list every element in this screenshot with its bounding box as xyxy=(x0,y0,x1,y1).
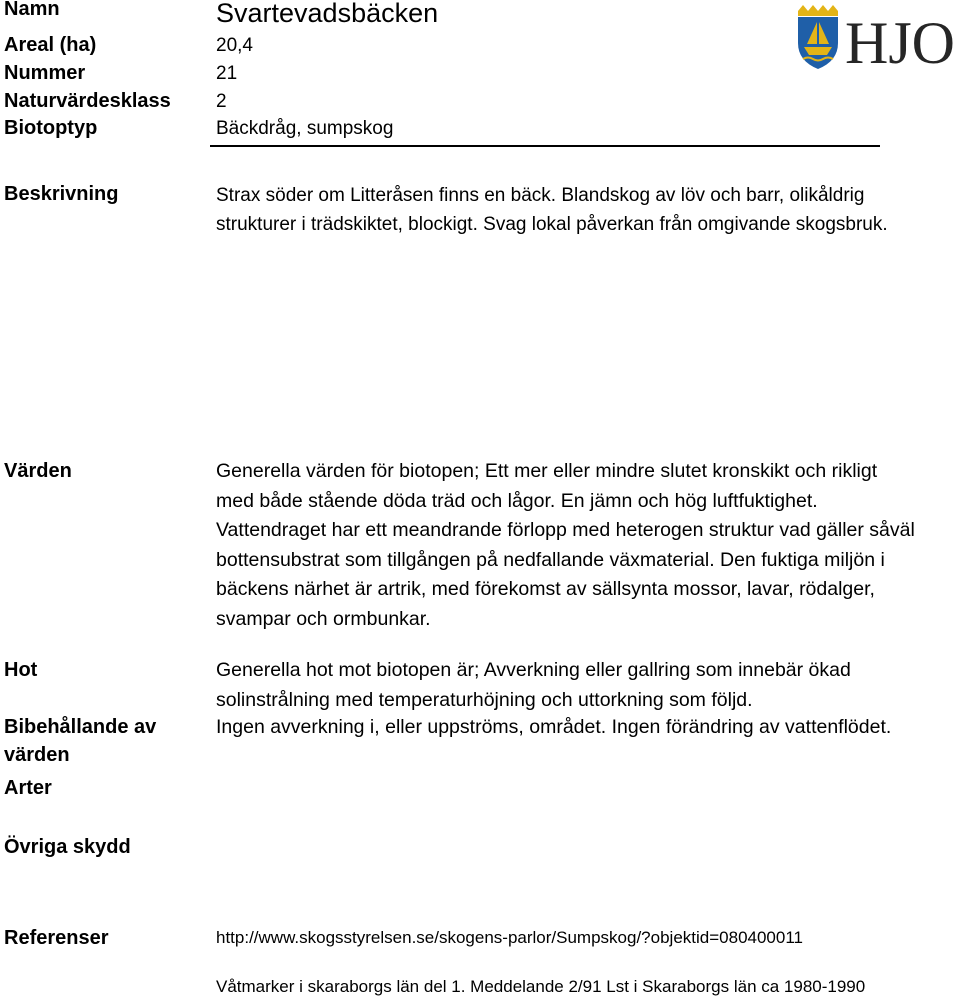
preservation-label-line1: Bibehållande av xyxy=(4,716,157,738)
number-label: Nummer xyxy=(4,62,86,84)
references-label: Referenser xyxy=(4,927,109,949)
preservation-label-line2: värden xyxy=(4,744,70,766)
values-text: Generella värden för biotopen; Ett mer eller mindre slutet kronskikt och rikligt med både stående döda träd och lågor. En jämn och hög luftfuktighet. Vattendraget har ett meandrande förlopp med heterogen struktur vad gäller såväl bottensubstrat som tillgången på nedfallande växmaterial. Den fuktiga miljön i bäckens närhet är artrik, med förekomst av sällsynta mossor, lavar, rödalger, svampar och ormbunkar. xyxy=(216,460,915,630)
name-label: Namn xyxy=(4,0,60,20)
values-label: Värden xyxy=(4,460,72,482)
reference-text: Våtmarker i skaraborgs län del 1. Meddelande 2/91 Lst i Skaraborgs län ca 1980-1990 xyxy=(216,977,866,996)
area-value: 20,4 xyxy=(216,35,253,56)
number-value: 21 xyxy=(216,63,238,84)
species-label: Arter xyxy=(4,777,52,799)
area-label: Areal (ha) xyxy=(4,34,97,56)
nature-class-value: 2 xyxy=(216,91,227,112)
other-protection-label: Övriga skydd xyxy=(4,836,131,858)
description-label: Beskrivning xyxy=(4,183,119,205)
header-divider xyxy=(210,145,880,147)
threat-label: Hot xyxy=(4,659,38,681)
threat-text: Generella hot mot biotopen är; Avverkning eller gallring som innebär ökad solinstrålning med temperaturhöjning och uttorkning som följd. xyxy=(216,659,851,711)
biotope-value: Bäckdråg, sumpskog xyxy=(216,118,394,139)
nature-class-label: Naturvärdesklass xyxy=(4,90,171,112)
site-name: Svartevadsbäcken xyxy=(216,0,439,28)
preservation-text: Ingen avverkning i, eller uppströms, området. Ingen förändring av vattenflödet. xyxy=(216,716,892,738)
description-text: Strax söder om Litteråsen finns en bäck. Blandskog av löv och barr, olikåldrig strukturer i trädskiktet, blockigt. Svag lokal påverkan från omgivande skogsbruk. xyxy=(216,185,888,235)
reference-link[interactable]: http://www.skogsstyrelsen.se/skogens-parlor/Sumpskog/?objektid=080400011 xyxy=(216,928,803,947)
biotope-label: Biotoptyp xyxy=(4,117,98,139)
hjo-coat-of-arms-icon xyxy=(795,3,960,71)
hjo-logo xyxy=(795,3,960,71)
logo-text: HJO xyxy=(845,10,956,71)
